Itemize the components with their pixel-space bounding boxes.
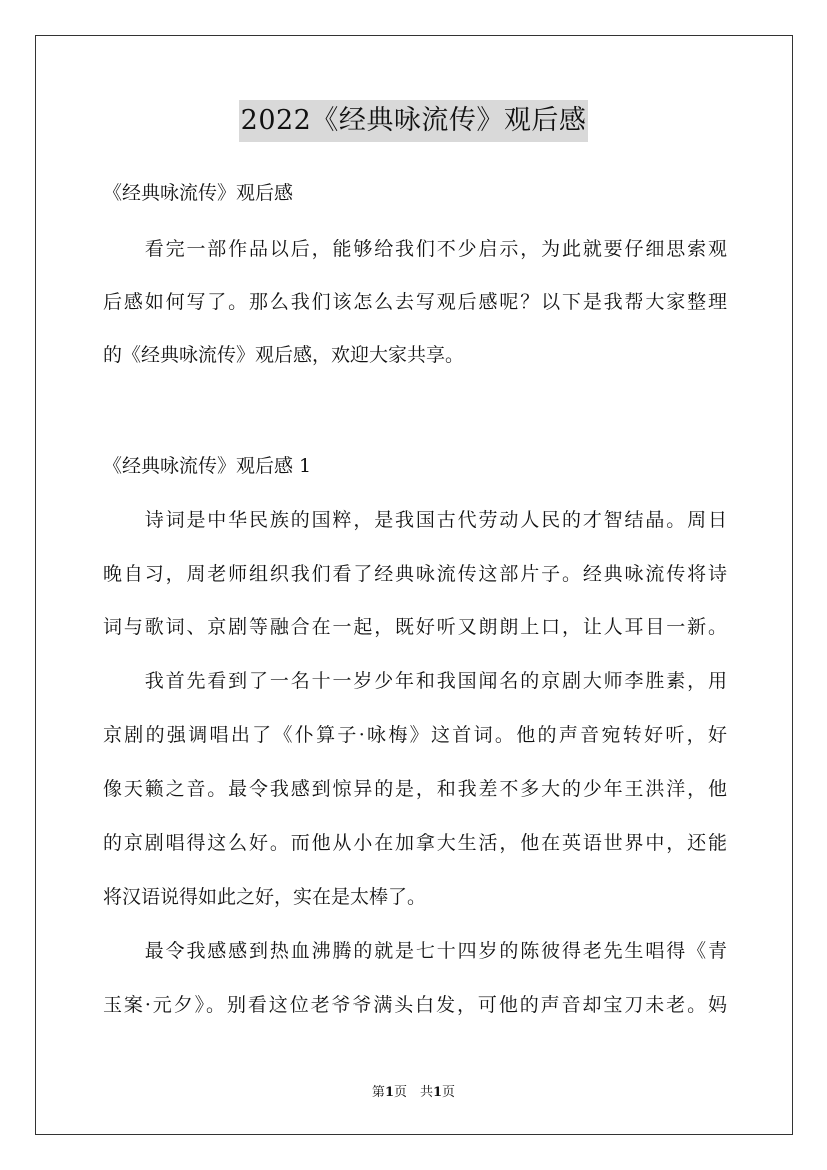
intro-line: 后感如何写了。那么我们该怎么去写观后感呢？以下是我帮大家整理: [103, 291, 727, 313]
intro-line: 的《经典咏流传》观后感，欢迎大家共享。: [103, 344, 465, 366]
footer-page-number: 1: [384, 1085, 394, 1100]
body-line: 将汉语说得如此之好，实在是太棒了。: [103, 886, 427, 908]
body-line: 词与歌词、京剧等融合在一起，既好听又朗朗上口，让人耳目一新。: [103, 616, 727, 638]
document-subtitle: 《经典咏流传》观后感: [103, 182, 294, 204]
body-line: 玉案·元夕》。别看这位老爷爷满头白发，可他的声音却宝刀未老。妈: [103, 994, 727, 1016]
intro-line: 看完一部作品以后，能够给我们不少启示，为此就要仔细思索观: [103, 238, 727, 260]
body-line: 的京剧唱得这么好。而他从小在加拿大生活，他在英语世界中，还能: [103, 832, 727, 854]
body-line: 我首先看到了一名十一岁少年和我国闻名的京剧大师李胜素，用: [103, 670, 727, 692]
document-title: 2022《经典咏流传》观后感: [239, 100, 589, 142]
section-heading: 《经典咏流传》观后感 1: [103, 455, 312, 477]
title-container: [0, 100, 827, 142]
page-footer: [0, 1084, 827, 1102]
body-line: 最令我感感到热血沸腾的就是七十四岁的陈彼得老先生唱得《青: [103, 940, 727, 962]
body-line: 诗词是中华民族的国粹，是我国古代劳动人民的才智结晶。周日: [103, 509, 727, 531]
footer-page-prefix: 第: [371, 1085, 385, 1100]
body-line: 京剧的强调唱出了《仆算子·咏梅》这首词。他的声音宛转好听，好: [103, 724, 727, 746]
footer-page-suffix: 页 共: [393, 1085, 433, 1100]
body-line: 晚自习，周老师组织我们看了经典咏流传这部片子。经典咏流传将诗: [103, 563, 727, 585]
footer-total-suffix: 页: [442, 1085, 456, 1100]
footer-total-pages: 1: [433, 1085, 443, 1100]
body-line: 像天籁之音。最令我感到惊异的是，和我差不多大的少年王洪洋，他: [103, 778, 727, 800]
